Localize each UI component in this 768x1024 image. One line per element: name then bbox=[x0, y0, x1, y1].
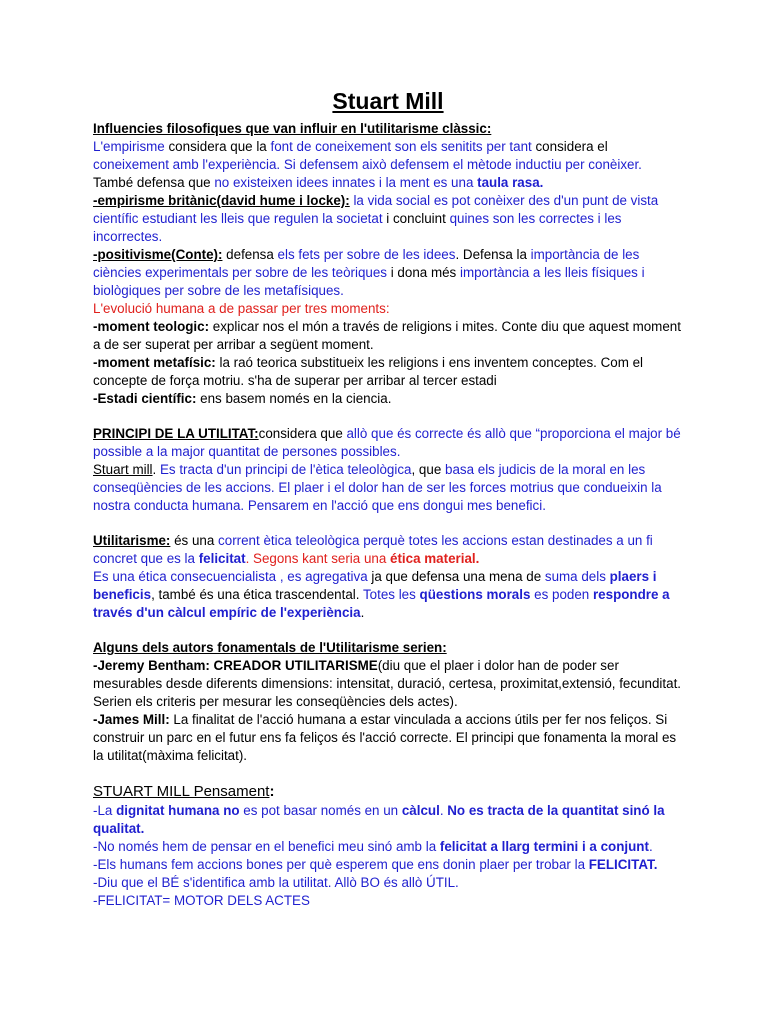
text-run: -FELICITAT= MOTOR DELS ACTES bbox=[93, 893, 310, 908]
text-run: es poden bbox=[530, 587, 593, 602]
text-run: -Els humans fem accions bones per què esperem que ens donin plaer per trobar la bbox=[93, 857, 589, 872]
empiricism-label: -empirisme britànic(david hume i locke): bbox=[93, 193, 350, 208]
text-run: la raó teorica substitueix les religions i ens inventem conceptes. Com el concepte de força motriu. s'ha de superar per arribar al tercer estadi bbox=[93, 355, 644, 388]
document-page bbox=[93, 86, 683, 910]
text-run: és una bbox=[170, 533, 219, 548]
text-run: -La bbox=[93, 803, 117, 818]
text-run: dignitat humana no bbox=[116, 803, 240, 818]
positivism-label: -positivisme(Conte): bbox=[93, 247, 223, 262]
text-run: Es una ética consecuencialista , es agregativa bbox=[93, 569, 368, 584]
text-run: suma dels bbox=[544, 569, 610, 584]
utility-principle-label: PRINCIPI DE LA UTILITAT: bbox=[93, 426, 259, 441]
text-run: considera que bbox=[258, 426, 347, 441]
authors-heading: Alguns dels autors fonamentals de l'Utilitarisme serien: bbox=[93, 640, 447, 655]
thought-heading: STUART MILL Pensament bbox=[93, 783, 270, 800]
text-run: allò que és correcte és allò que “proporciona el major bé possible a la major quantitat de persones possibles. bbox=[93, 426, 681, 459]
utilitarianism-label: Utilitarisme: bbox=[93, 533, 171, 548]
text-run: . Defensa la bbox=[455, 247, 531, 262]
text-run: : bbox=[269, 783, 275, 800]
text-run: coneixement amb l'experiència. Si defensem això defensem el mètode inductiu per conèixer. bbox=[93, 157, 642, 172]
text-run: importància a les lleis físiques i biològiques per sobre de les metafísiques. bbox=[93, 265, 645, 298]
text-run: la vida social es pot conèixer des d'un punt de vista científic estudiant les lleis que regulen la societat bbox=[93, 193, 659, 226]
scientific-label: -Estadi científic: bbox=[93, 391, 197, 406]
text-run: -Diu que el BÉ s'identifica amb la utilitat. Allò BO és allò ÚTIL. bbox=[93, 875, 459, 890]
text-run: quines son les correctes i les incorrectes. bbox=[93, 211, 622, 244]
text-run: (diu que el plaer i dolor han de poder ser mesurables desde diferents dimensions: intensitat, duració, certesa, proximitat,extensió, fecunditat. Serien els criteris per mesurar les conseqüències dels actes). bbox=[93, 658, 682, 709]
text-run: FELICITAT. bbox=[588, 857, 658, 872]
bentham-label: -Jeremy Bentham: CREADOR UTILITARISME bbox=[93, 658, 378, 673]
james-mill-label: -James Mill: bbox=[93, 712, 170, 727]
text-run: i concluint bbox=[382, 211, 450, 226]
text-run: respondre a través d'un càlcul empíric de l'experiència bbox=[93, 587, 670, 620]
text-run: defensa bbox=[222, 247, 278, 262]
text-run: L'empirisme bbox=[93, 139, 165, 154]
text-run: . bbox=[648, 839, 653, 854]
theological-label: -moment teologic: bbox=[93, 319, 210, 334]
page-title: Stuart Mill bbox=[332, 88, 444, 114]
text-run: Totes les bbox=[362, 587, 420, 602]
text-run: càlcul bbox=[401, 803, 440, 818]
stuart-mill-label: Stuart mill bbox=[93, 462, 153, 477]
text-run: corrent ètica teleològica perquè totes les accions estan destinades a un fi concret que es la bbox=[93, 533, 653, 566]
text-run: no existeixen idees innates i la ment es una bbox=[214, 175, 478, 190]
text-run: Es tracta d'un principi de l'ètica teleològica bbox=[159, 462, 412, 477]
text-run: explicar nos el món a través de religions i mites. Conte diu que aquest moment a de ser superat per arribar a següent moment. bbox=[93, 319, 681, 352]
text-run: plaers i beneficis bbox=[93, 569, 657, 602]
text-run: font de coneixement son els senitits per tant bbox=[270, 139, 532, 154]
influences-paragraph bbox=[93, 120, 683, 408]
text-run: felicitat a llarg termini i a conjunt bbox=[439, 839, 649, 854]
authors-paragraph bbox=[93, 639, 683, 765]
text-run: També defensa que bbox=[93, 175, 215, 190]
text-run: La finalitat de l'acció humana a estar vinculada a accions útils per fer nos feliços. Si construir un parc en el futur ens fa feliços és l'acció correcte. El principi que fonamenta la moral es la utilitat(màxima felicitat). bbox=[93, 712, 677, 763]
text-run: . Segons kant seria una bbox=[245, 551, 391, 566]
text-run: . bbox=[152, 462, 160, 477]
utilitarianism-paragraph bbox=[93, 532, 683, 622]
influences-heading: Influencies filosofiques que van influir en l'utilitarisme clàssic: bbox=[93, 121, 492, 136]
text-run: No es tracta de la quantitat sinó la qualitat. bbox=[93, 803, 665, 836]
text-run: felicitat bbox=[198, 551, 246, 566]
text-run: basa els judicis de la moral en les conseqüències de les accions. El plaer i el dolor han de ser les forces motrius que condueixin la nostra conducta humana. Pensarem en l'acció que ens dongui mes benefici. bbox=[93, 462, 662, 513]
text-run: taula rasa. bbox=[477, 175, 544, 190]
text-run: , també és una ética trascendental. bbox=[151, 587, 363, 602]
text-run: . bbox=[439, 803, 448, 818]
text-run: els fets per sobre de les idees bbox=[277, 247, 456, 262]
text-run: i dona més bbox=[387, 265, 460, 280]
text-run: , que bbox=[411, 462, 445, 477]
text-run: . bbox=[360, 605, 365, 620]
text-run: -No només hem de pensar en el benefici meu sinó amb la bbox=[93, 839, 440, 854]
text-run: importància de les ciències experimentals per sobre de les teòriques bbox=[93, 247, 640, 280]
text-run: considera que la bbox=[164, 139, 271, 154]
text-run: ética material. bbox=[390, 551, 480, 566]
text-run: ja que defensa una mena de bbox=[367, 569, 545, 584]
text-run: qüestions morals bbox=[419, 587, 531, 602]
utility-principle-paragraph bbox=[93, 425, 683, 515]
text-run: L'evolució humana a de passar per tres moments: bbox=[93, 301, 390, 316]
text-run: ens basem només en la ciencia. bbox=[196, 391, 392, 406]
text-run: es pot basar només en un bbox=[239, 803, 402, 818]
metaphysical-label: -moment metafísic: bbox=[93, 355, 216, 370]
text-run: considera el bbox=[531, 139, 608, 154]
thought-paragraph bbox=[93, 782, 683, 910]
